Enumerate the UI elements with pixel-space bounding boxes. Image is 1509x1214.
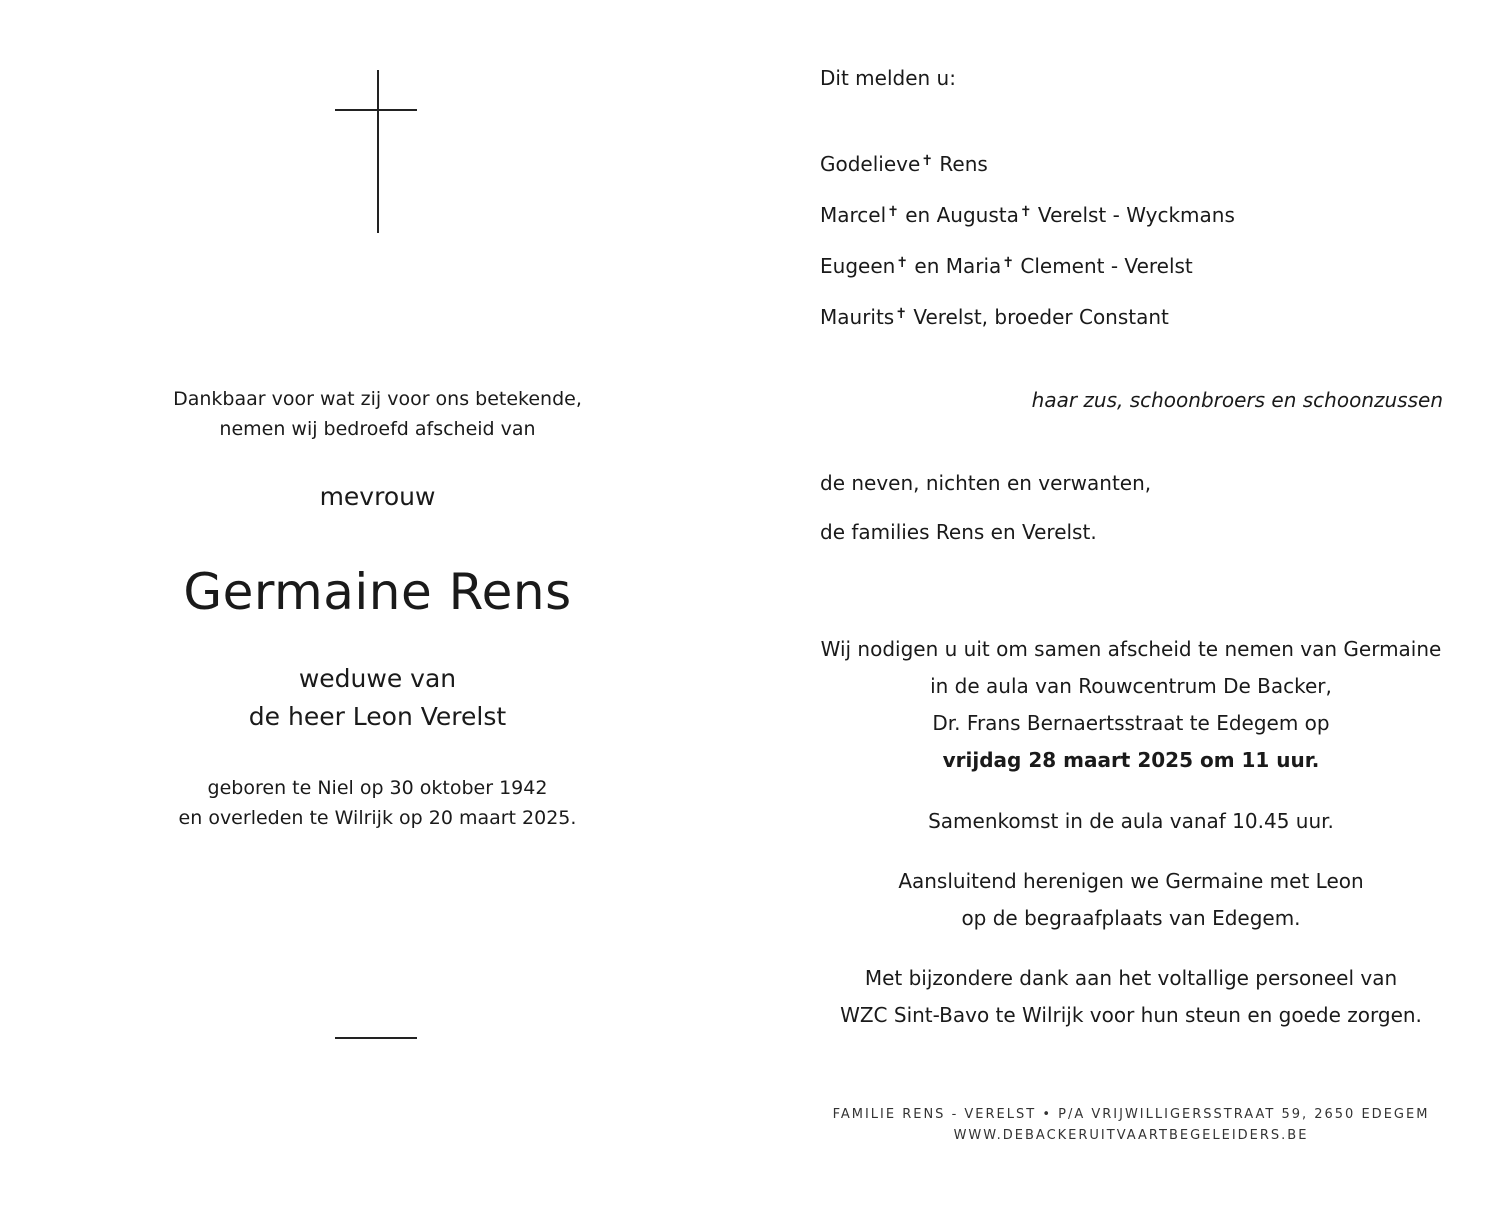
cross-mark-icon: ✝ [896, 255, 909, 271]
cross-mark-icon: ✝ [921, 153, 934, 169]
intro-line-2: nemen wij bedroefd afscheid van [219, 418, 536, 440]
intro-line-1: Dankbaar voor wat zij voor ons betekende, [173, 388, 582, 410]
footer-address: FAMILIE RENS - VERELST • P/A VRIJWILLIGERSSTRAAT 59, 2650 EDEGEM [832, 1107, 1430, 1122]
cross-mark-icon: ✝ [895, 306, 907, 322]
cross-mark-icon: ✝ [1019, 204, 1032, 220]
gathering-text: Samenkomst in de aula vanaf 10.45 uur. [928, 809, 1334, 833]
burial-line-2: op de begraafplaats van Edegem. [961, 906, 1301, 930]
burial-text [810, 863, 1452, 937]
deceased-name: Germaine Rens [183, 563, 572, 621]
cousins-text: de neven, nichten en verwanten, [820, 471, 1152, 495]
footer [810, 1104, 1452, 1146]
invite-line-1: Wij nodigen u uit om samen afscheid te nemen van Germaine [820, 637, 1442, 661]
invite-date: vrijdag 28 maart 2025 om 11 uur. [942, 748, 1320, 772]
born-line: geboren te Niel op 30 oktober 1942 [207, 777, 548, 799]
thanks-text [810, 960, 1452, 1034]
relation-text: haar zus, schoonbroers en schoonzussen [1031, 388, 1443, 412]
widow-line-2: de heer Leon Verelst [248, 702, 507, 731]
widow-line-1: weduwe van [298, 664, 457, 693]
died-line: en overleden te Wilrijk op 20 maart 2025. [178, 807, 577, 829]
family-member-4: Maurits✝ Verelst, broeder Constant [820, 305, 1169, 329]
families-text: de families Rens en Verelst. [820, 520, 1097, 544]
invite-line-2: in de aula van Rouwcentrum De Backer, [930, 674, 1332, 698]
cross-icon-vertical [377, 70, 379, 233]
cross-icon-horizontal [335, 109, 417, 111]
intro-text [0, 384, 755, 444]
burial-line-1: Aansluitend herenigen we Germaine met Leon [898, 869, 1364, 893]
footer-website: WWW.DEBACKERUITVAARTBEGELEIDERS.BE [953, 1128, 1309, 1143]
life-dates [0, 773, 755, 833]
family-member-2: Marcel✝ en Augusta✝ Verelst - Wyckmans [820, 203, 1235, 227]
salutation: mevrouw [319, 482, 436, 511]
divider-line [335, 1037, 417, 1039]
widow-text [0, 660, 755, 736]
family-member-3: Eugeen✝ en Maria✝ Clement - Verelst [820, 254, 1193, 278]
cross-mark-icon: ✝ [887, 204, 899, 220]
invitation [810, 631, 1452, 779]
thanks-line-1: Met bijzondere dank aan het voltallige personeel van [864, 966, 1398, 990]
announcement-heading: Dit melden u: [820, 66, 956, 90]
family-member-1: Godelieve✝ Rens [820, 152, 988, 176]
thanks-line-2: WZC Sint-Bavo te Wilrijk voor hun steun en goede zorgen. [840, 1003, 1422, 1027]
cross-mark-icon: ✝ [1002, 255, 1015, 271]
invite-line-3: Dr. Frans Bernaertsstraat te Edegem op [932, 711, 1330, 735]
